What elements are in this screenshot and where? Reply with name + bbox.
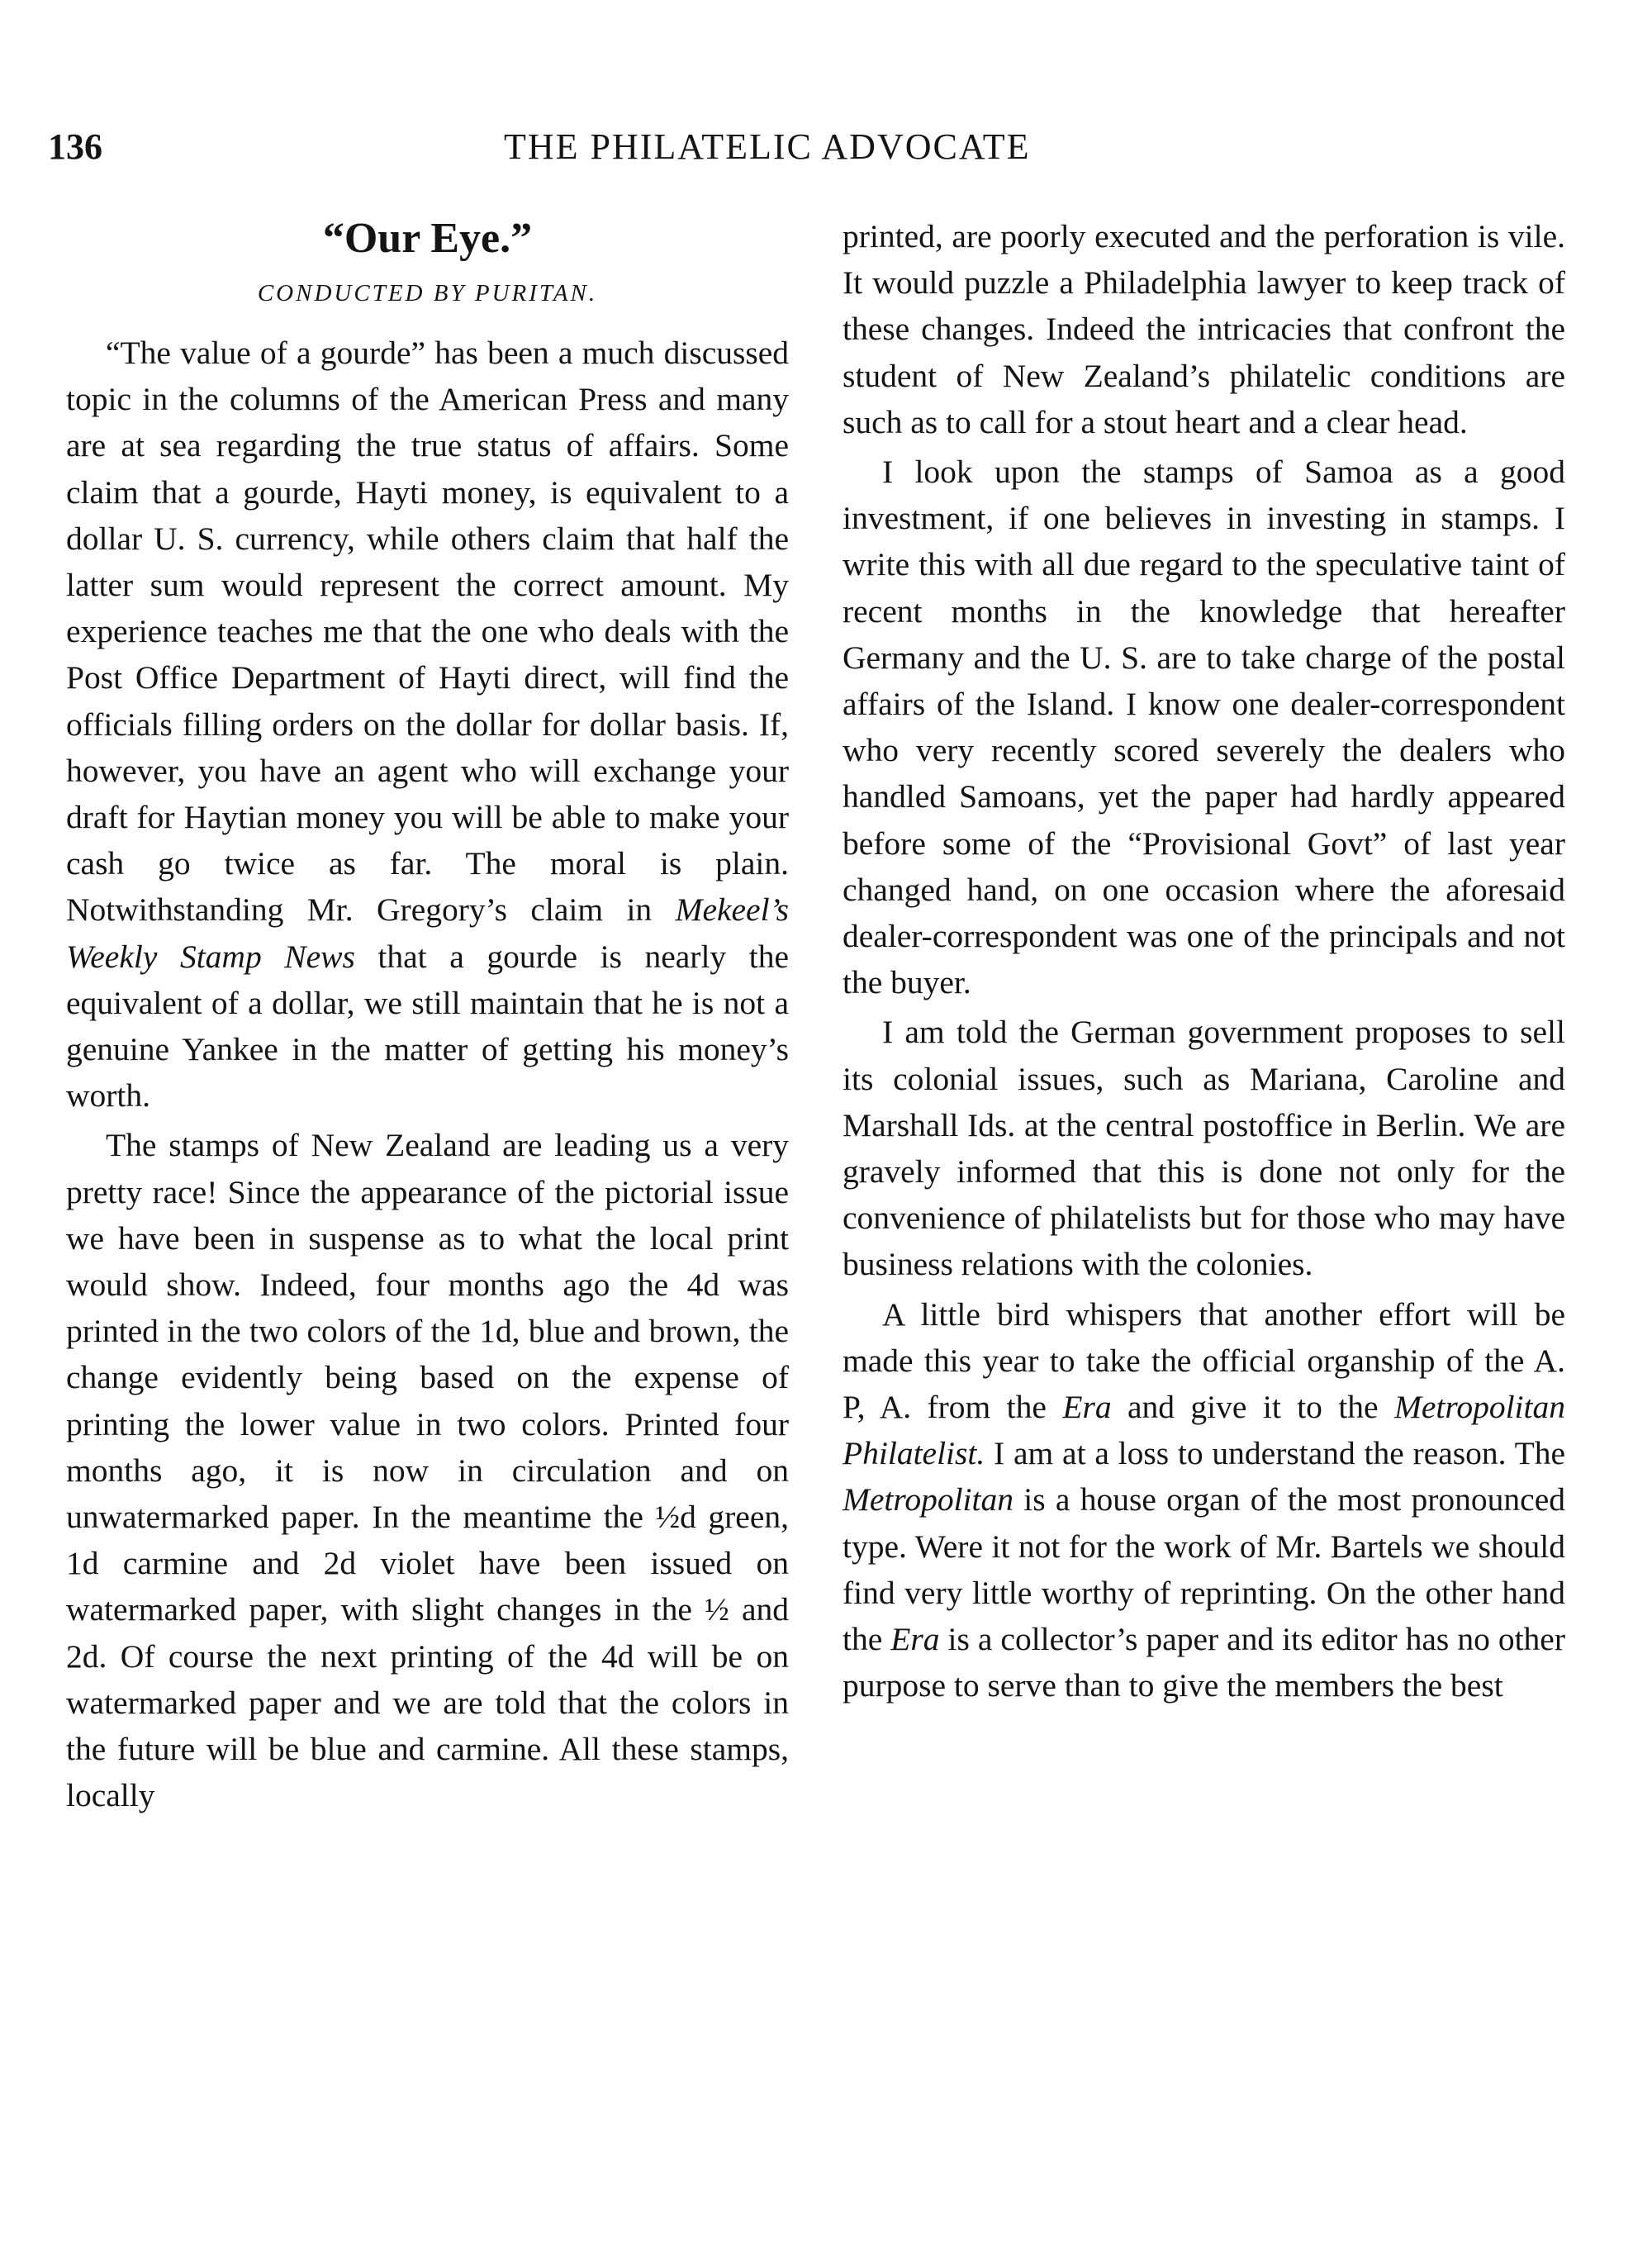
publication-title: Metropolitan Philatelist. [843, 1389, 1565, 1472]
running-title: THE PHILATELIC ADVOCATE [504, 126, 1031, 167]
paragraph-text: “The value of a gourde” has been a much discussed topic in the columns of the American Press and many are at sea regarding the true status of affairs. Some claim that a gourde, Hayti money, is equivalent to a dollar U. S. currency, while others claim that half the latter sum would represent the correct amount. My experience teaches me that the one who deals with the Post Office Department of Hayti direct, will find the officials filling orders on the dollar for dollar basis. If, however, you have an agent who will exchange your draft for Haytian money you will be able to make your cash go twice as far. The moral is plain. Notwithstanding Mr. Gregory’s claim in [66, 335, 789, 929]
paragraph-text: is a collector’s paper and its editor has no other purpose to serve than to give the members the best [843, 1621, 1565, 1704]
publication-title: Era [1062, 1389, 1112, 1426]
paragraph-gourde [66, 330, 789, 1119]
article-title: “Our Eye.” [322, 215, 533, 262]
left-column [66, 202, 789, 1819]
paragraph-text: and give it to the [1111, 1389, 1394, 1426]
paragraph-new-zealand: The stamps of New Zealand are leading us a very pretty race! Since the appearance of the pictorial issue we have been in suspense as to what the local print would show. Indeed, four months ago the 4d was printed in the two colors of the 1d, blue and brown, the change evidently being based on the expense of printing the lower value in two colors. Printed four months ago, it is now in circulation and on unwatermarked paper. In the meantime the ½d green, 1d carmine and 2d violet have been issued on watermarked paper, with slight changes in the ½ and 2d. Of course the next printing of the 4d will be on watermarked paper and we are told that the colors in the future will be blue and carmine. All these stamps, locally [66, 1127, 789, 1814]
publication-title: Era [890, 1621, 940, 1658]
paragraph-german-colonies: I am told the German government proposes to sell its colonial issues, such as Mariana, Caroline and Marshall Ids. at the central postoffice in Berlin. We are gravely informed that this is done not only for the convenience of philatelists but for those who may have business relations with the colonies. [843, 1014, 1565, 1283]
paragraph-text: is a house organ of the most pronounced type. Were it not for the work of Mr. Bartels we should find very little worthy of reprinting. On the other hand the [843, 1481, 1565, 1658]
paragraph-samoa: I look upon the stamps of Samoa as a good investment, if one believes in investing in stamps. I write this with all due regard to the speculative taint of recent months in the knowledge that hereafter Germany and the U. S. are to take charge of the postal affairs of the Island. I know one dealer-correspondent who very recently scored severely the dealers who handled Samoans, yet the paper had hardly appeared before some of the “Provisional Govt” of last year changed hand, on one occasion where the aforesaid dealer-correspondent was one of the principals and not the buyer. [843, 454, 1565, 1001]
page-number: 136 [48, 126, 102, 167]
paragraph-text: I am at a loss to understand the reason. The [985, 1435, 1565, 1472]
right-column [843, 213, 1565, 1709]
article-byline: CONDUCTED BY PURITAN. [257, 280, 598, 307]
paragraph-new-zealand-continued: printed, are poorly executed and the perforation is vile. It would puzzle a Philadelphia lawyer to keep track of these changes. Indeed the intricacies that confront the student of New Zealand’s philatelic conditions are such as to call for a stout heart and a clear head. [843, 218, 1565, 440]
publication-title: Mekeel’s Weekly Stamp News [66, 891, 789, 975]
publication-title: Metropolitan [843, 1481, 1014, 1518]
paragraph-text: A little bird whispers that another effort will be made this year to take the official organship of the A. P, A. from the [843, 1295, 1565, 1426]
paragraph-official-organ [843, 1291, 1565, 1709]
paragraph-text: that a gourde is nearly the equivalent of a dollar, we still maintain that he is not a genuine Yankee in the matter of getting his money’s worth. [66, 938, 789, 1114]
